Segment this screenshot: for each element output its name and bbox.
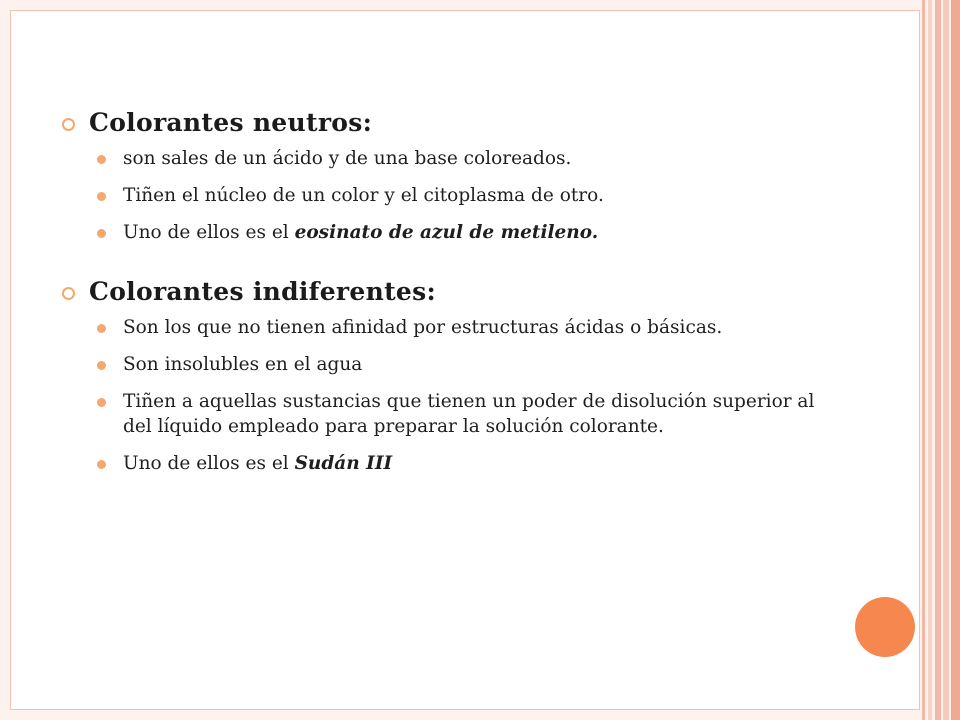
section-colorantes-neutros xyxy=(62,106,842,245)
list-item-text: Son insolubles en el agua xyxy=(123,354,363,375)
list-item xyxy=(97,220,842,245)
emphasized-term: eosinato de azul de metileno. xyxy=(294,222,599,243)
bullet-icon xyxy=(97,229,106,238)
list-item xyxy=(97,183,842,208)
list-item-text: Uno de ellos es el xyxy=(123,453,295,474)
bullet-icon xyxy=(97,192,106,201)
heading-bullet-icon xyxy=(62,287,75,300)
decorative-circle xyxy=(855,597,915,657)
decorative-stripe xyxy=(922,0,925,720)
decorative-stripe xyxy=(943,0,949,720)
bullet-icon xyxy=(97,155,106,164)
emphasized-term: Sudán III xyxy=(294,453,393,474)
list-item xyxy=(97,352,842,377)
heading-row xyxy=(62,106,842,140)
list-item-text: Uno de ellos es el xyxy=(123,222,295,243)
list-item-text: Tiñen el núcleo de un color y el citoplasma de otro. xyxy=(123,185,604,206)
decorative-stripe xyxy=(935,0,941,720)
section-colorantes-indiferentes xyxy=(62,275,842,476)
list-item-text: Tiñen a aquellas sustancias que tienen un poder de disolución superior al del líquido empleado para preparar la solución colorante. xyxy=(123,391,815,437)
bullet-icon xyxy=(97,398,106,407)
slide-content xyxy=(62,106,842,488)
bullet-list xyxy=(97,315,842,476)
decorative-stripe xyxy=(951,0,960,720)
bullet-icon xyxy=(97,460,106,469)
section-heading: Colorantes neutros: xyxy=(89,108,373,137)
list-item xyxy=(97,451,842,476)
list-item xyxy=(97,146,842,171)
list-item-text: son sales de un ácido y de una base coloreados. xyxy=(123,148,572,169)
list-item-text: Son los que no tienen afinidad por estructuras ácidas o básicas. xyxy=(123,317,723,338)
bullet-icon xyxy=(97,361,106,370)
section-heading: Colorantes indiferentes: xyxy=(89,277,437,306)
bullet-list xyxy=(97,146,842,245)
heading-row xyxy=(62,275,842,309)
list-item xyxy=(97,315,842,340)
bullet-icon xyxy=(97,324,106,333)
list-item xyxy=(97,389,842,439)
heading-bullet-icon xyxy=(62,118,75,131)
decorative-stripe xyxy=(928,0,932,720)
